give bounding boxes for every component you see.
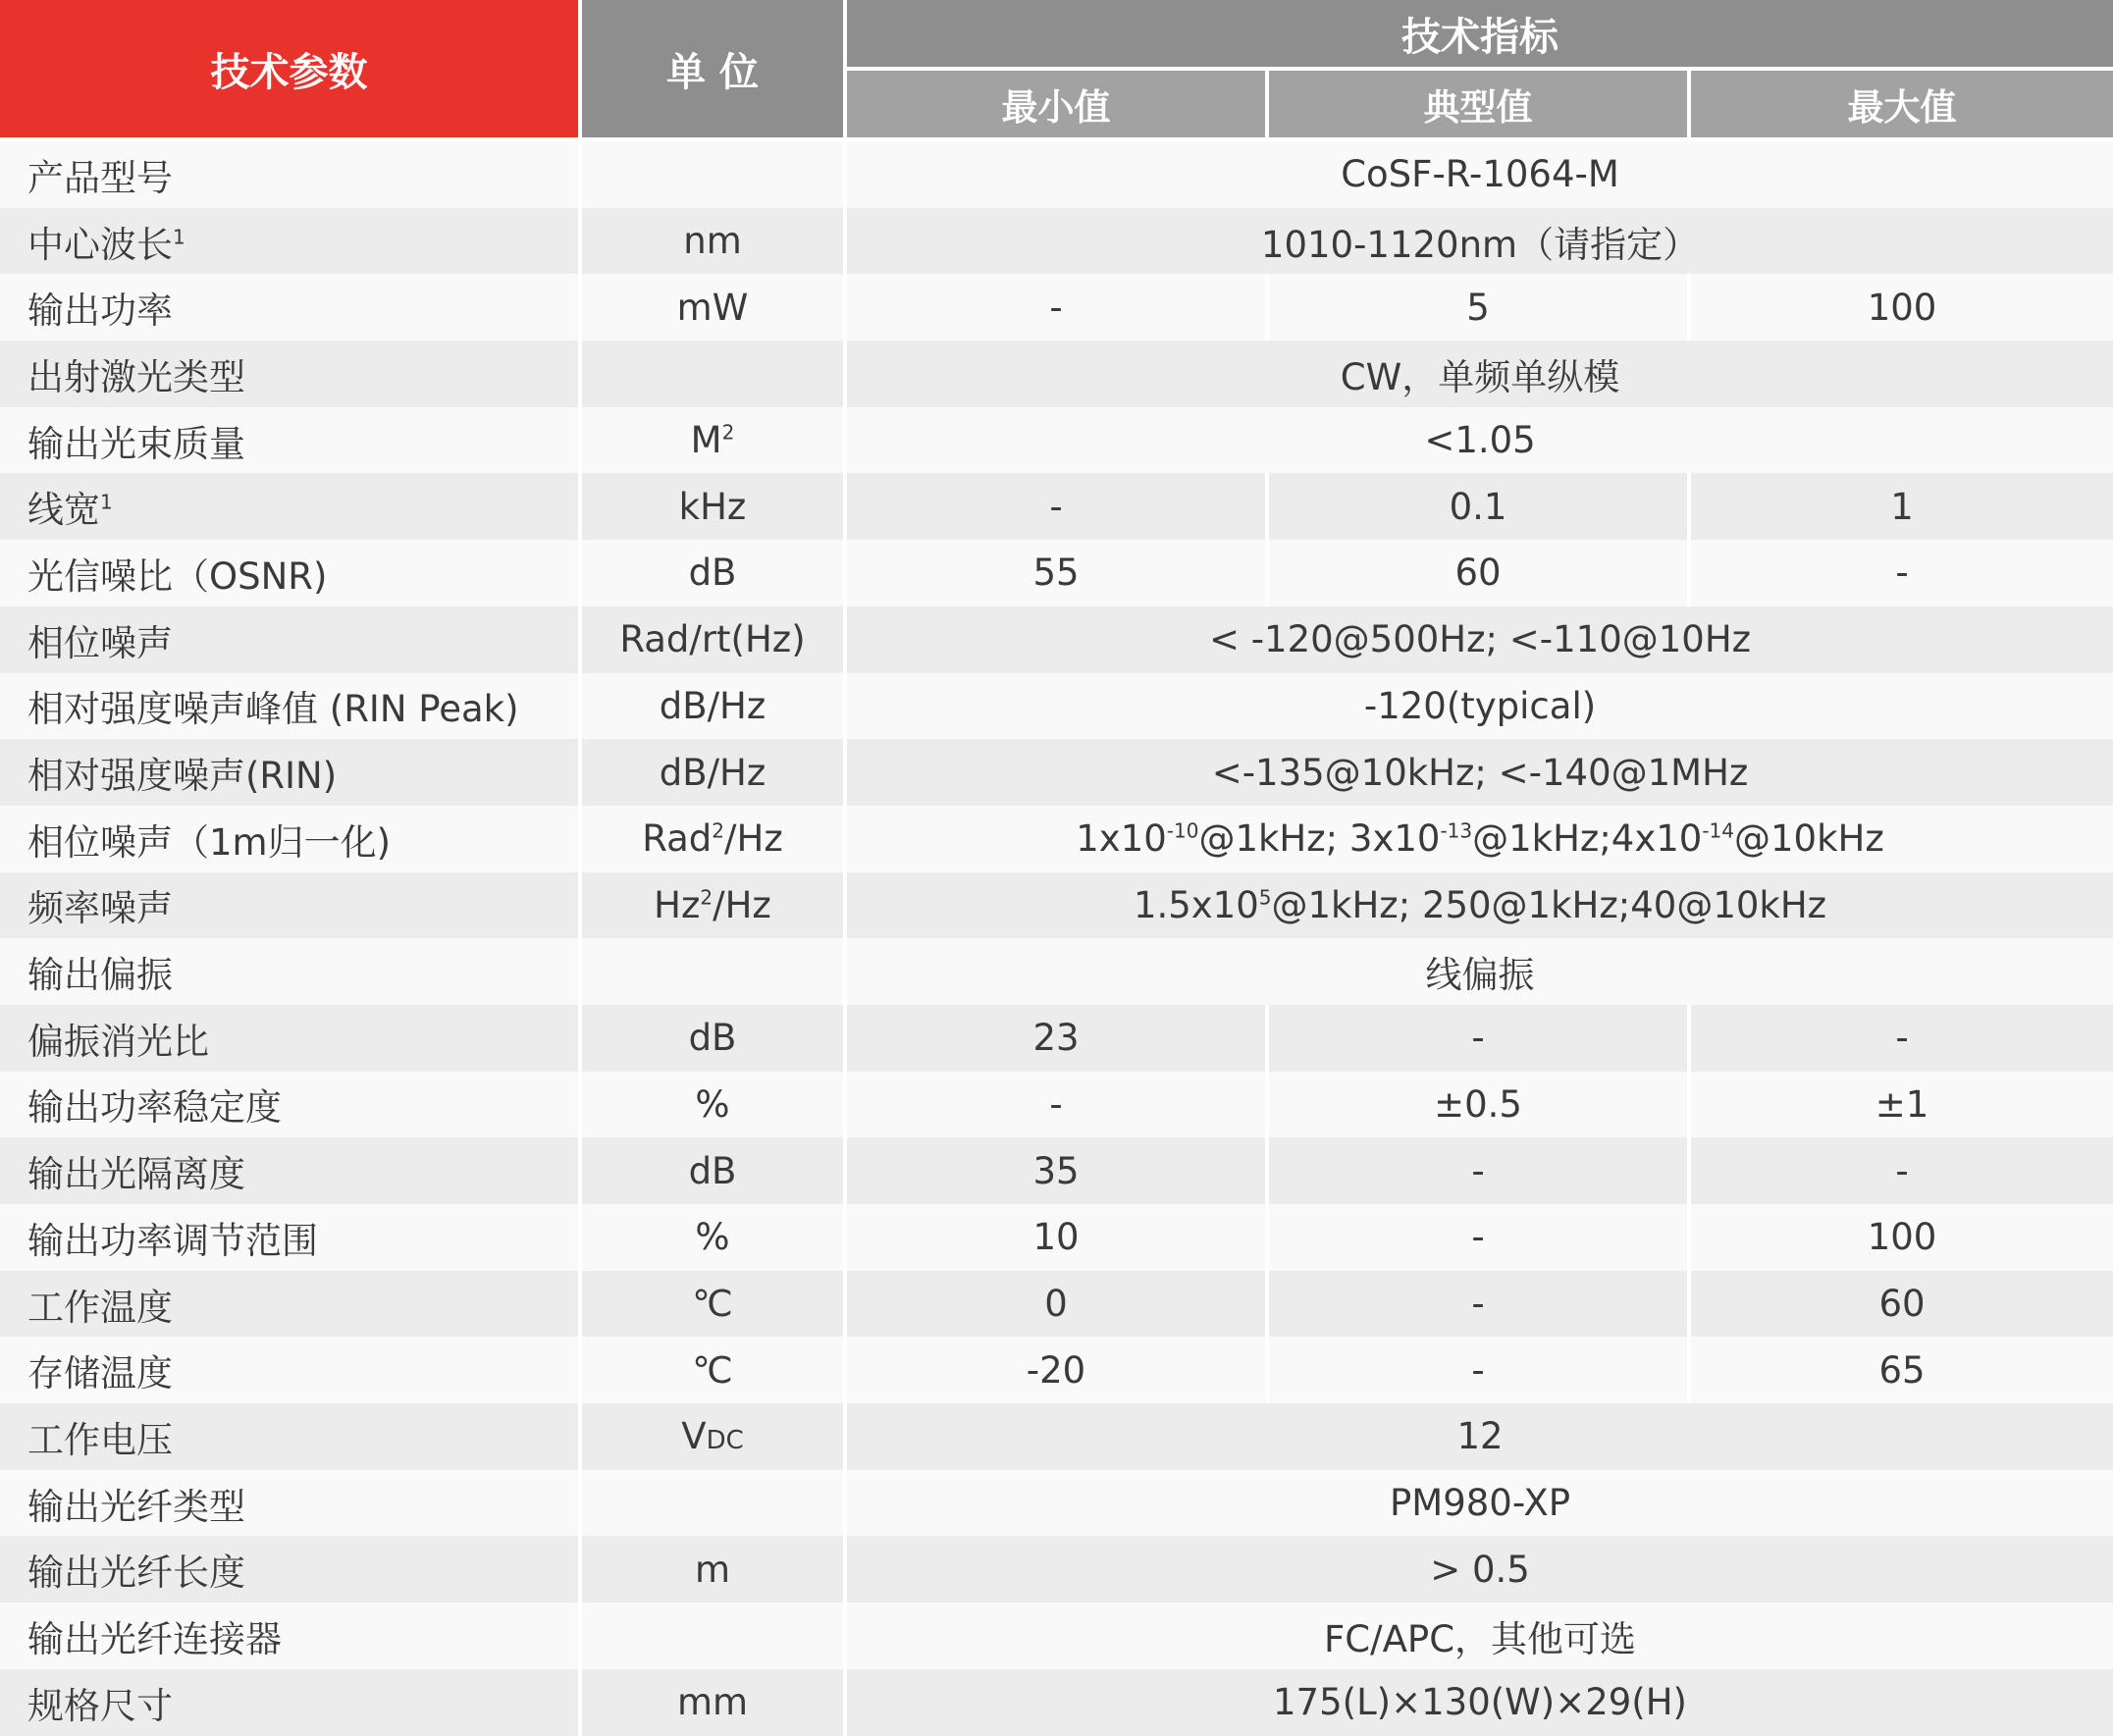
unit-label: Rad (642, 817, 713, 861)
param-name: 工作电压 (0, 1403, 582, 1470)
typ-cell: 60 (1269, 540, 1691, 606)
exponent: -13 (1440, 818, 1473, 843)
header-max: 最大值 (1691, 71, 2113, 141)
unit-cell: dB/Hz (582, 739, 847, 806)
header-min: 最小值 (847, 71, 1269, 141)
unit-cell: mm (582, 1669, 847, 1736)
unit-cell: dB/Hz (582, 673, 847, 740)
table-row (0, 872, 2113, 939)
unit-cell (582, 1403, 847, 1470)
table-row (0, 208, 2113, 275)
param-name: 产品型号 (0, 141, 582, 208)
unit-cell: % (582, 1072, 847, 1138)
max-cell: 100 (1691, 1204, 2113, 1271)
param-name: 出射激光类型 (0, 341, 582, 407)
value-part: @1kHz;4x10 (1472, 817, 1703, 861)
table-row (0, 1337, 2113, 1403)
table-row (0, 274, 2113, 341)
min-cell: - (847, 1072, 1269, 1138)
unit-cell (582, 872, 847, 939)
value-cell: -120(typical) (847, 673, 2113, 740)
unit-cell: mW (582, 274, 847, 341)
param-name: 相位噪声 (0, 606, 582, 673)
typ-cell: 5 (1269, 274, 1691, 341)
min-cell: 0 (847, 1271, 1269, 1338)
param-name: 工作温度 (0, 1271, 582, 1338)
header-spec: 技术指标 (847, 0, 2113, 71)
unit-label-suffix: /Hz (724, 817, 783, 861)
table-row (0, 1005, 2113, 1072)
table-row (0, 473, 2113, 540)
value-cell: PM980-XP (847, 1470, 2113, 1537)
unit-cell (582, 938, 847, 1005)
min-cell: 55 (847, 540, 1269, 606)
value-cell: 12 (847, 1403, 2113, 1470)
param-name: 存储温度 (0, 1337, 582, 1403)
value-cell: FC/APC，其他可选 (847, 1603, 2113, 1669)
max-cell: 65 (1691, 1337, 2113, 1403)
param-name: 偏振消光比 (0, 1005, 582, 1072)
value-cell: > 0.5 (847, 1536, 2113, 1603)
unit-cell: ℃ (582, 1271, 847, 1338)
value-cell (847, 872, 2113, 939)
unit-cell (582, 806, 847, 872)
unit-cell (582, 141, 847, 208)
unit-subscript: DC (706, 1426, 744, 1456)
typ-cell: - (1269, 1271, 1691, 1338)
typ-cell: - (1269, 1204, 1691, 1271)
unit-superscript: 2 (712, 818, 725, 843)
param-name: 相对强度噪声(RIN) (0, 739, 582, 806)
table-row (0, 673, 2113, 740)
param-name: 输出偏振 (0, 938, 582, 1005)
unit-cell: dB (582, 540, 847, 606)
param-label: 中心波长 (27, 223, 173, 266)
param-name (0, 208, 582, 275)
footnote-marker: 1 (173, 225, 185, 249)
exponent: -10 (1166, 818, 1199, 843)
table-row (0, 739, 2113, 806)
unit-cell (582, 1603, 847, 1669)
min-cell: - (847, 274, 1269, 341)
min-cell: -20 (847, 1337, 1269, 1403)
table-row (0, 1603, 2113, 1669)
exponent: 5 (1258, 885, 1272, 910)
unit-cell: % (582, 1204, 847, 1271)
min-cell: 23 (847, 1005, 1269, 1072)
max-cell: - (1691, 1005, 2113, 1072)
param-name (0, 473, 582, 540)
table-row (0, 1403, 2113, 1470)
max-cell: 60 (1691, 1271, 2113, 1338)
param-name: 输出光纤连接器 (0, 1603, 582, 1669)
table-row (0, 1072, 2113, 1138)
unit-cell: m (582, 1536, 847, 1603)
table-row (0, 1137, 2113, 1204)
header-typ: 典型值 (1269, 71, 1691, 141)
value-part: @1kHz; 250@1kHz;40@10kHz (1271, 883, 1827, 926)
unit-cell (582, 407, 847, 474)
table-row (0, 1536, 2113, 1603)
min-cell: 35 (847, 1137, 1269, 1204)
param-name: 输出光纤类型 (0, 1470, 582, 1537)
table-row (0, 1669, 2113, 1736)
value-part: @1kHz; 3x10 (1198, 817, 1441, 861)
header-unit: 单 位 (582, 0, 847, 141)
unit-superscript: 2 (721, 420, 735, 445)
value-cell: CoSF-R-1064-M (847, 141, 2113, 208)
value-cell: < -120@500Hz; <-110@10Hz (847, 606, 2113, 673)
exponent: -14 (1702, 818, 1734, 843)
typ-cell: 0.1 (1269, 473, 1691, 540)
max-cell: - (1691, 1137, 2113, 1204)
footnote-marker: 1 (100, 490, 113, 514)
unit-label: V (681, 1415, 707, 1458)
value-part: 1x10 (1076, 817, 1167, 861)
table-row (0, 938, 2113, 1005)
table-row (0, 1271, 2113, 1338)
unit-cell (582, 341, 847, 407)
param-name: 相位噪声（1m归一化) (0, 806, 582, 872)
typ-cell: - (1269, 1005, 1691, 1072)
value-cell: 1010-1120nm（请指定） (847, 208, 2113, 275)
param-name: 输出功率 (0, 274, 582, 341)
unit-cell: dB (582, 1137, 847, 1204)
unit-label: Hz (654, 883, 701, 926)
table-row (0, 407, 2113, 474)
table-row (0, 1470, 2113, 1537)
value-cell: 线偏振 (847, 938, 2113, 1005)
max-cell: 1 (1691, 473, 2113, 540)
value-cell: <1.05 (847, 407, 2113, 474)
param-name: 输出光束质量 (0, 407, 582, 474)
unit-cell: kHz (582, 473, 847, 540)
table-row (0, 540, 2113, 606)
typ-cell: ±0.5 (1269, 1072, 1691, 1138)
param-label: 线宽 (27, 489, 100, 532)
value-cell: CW，单频单纵模 (847, 341, 2113, 407)
param-name: 光信噪比（OSNR) (0, 540, 582, 606)
value-part: @10kHz (1733, 817, 1884, 861)
param-name: 输出光隔离度 (0, 1137, 582, 1204)
unit-cell (582, 1470, 847, 1537)
unit-cell: dB (582, 1005, 847, 1072)
param-name: 相对强度噪声峰值 (RIN Peak) (0, 673, 582, 740)
table-row (0, 606, 2113, 673)
header-param: 技术参数 (0, 0, 582, 141)
param-name: 输出功率调节范围 (0, 1204, 582, 1271)
min-cell: - (847, 473, 1269, 540)
value-cell: <-135@10kHz; <-140@1MHz (847, 739, 2113, 806)
max-cell: 100 (1691, 274, 2113, 341)
param-name: 规格尺寸 (0, 1669, 582, 1736)
value-part: 1.5x10 (1133, 883, 1259, 926)
table-row (0, 806, 2113, 872)
unit-label: M (690, 419, 722, 462)
unit-cell: ℃ (582, 1337, 847, 1403)
unit-cell: nm (582, 208, 847, 275)
table-row (0, 1204, 2113, 1271)
param-name: 输出功率稳定度 (0, 1072, 582, 1138)
value-cell (847, 806, 2113, 872)
param-name: 频率噪声 (0, 872, 582, 939)
table-row (0, 141, 2113, 208)
value-cell: 175(L)×130(W)×29(H) (847, 1669, 2113, 1736)
max-cell: - (1691, 540, 2113, 606)
param-name: 输出光纤长度 (0, 1536, 582, 1603)
unit-superscript: 2 (700, 885, 713, 910)
typ-cell: - (1269, 1137, 1691, 1204)
unit-cell: Rad/rt(Hz) (582, 606, 847, 673)
typ-cell: - (1269, 1337, 1691, 1403)
unit-label-suffix: /Hz (713, 883, 771, 926)
max-cell: ±1 (1691, 1072, 2113, 1138)
table-row (0, 341, 2113, 407)
min-cell: 10 (847, 1204, 1269, 1271)
